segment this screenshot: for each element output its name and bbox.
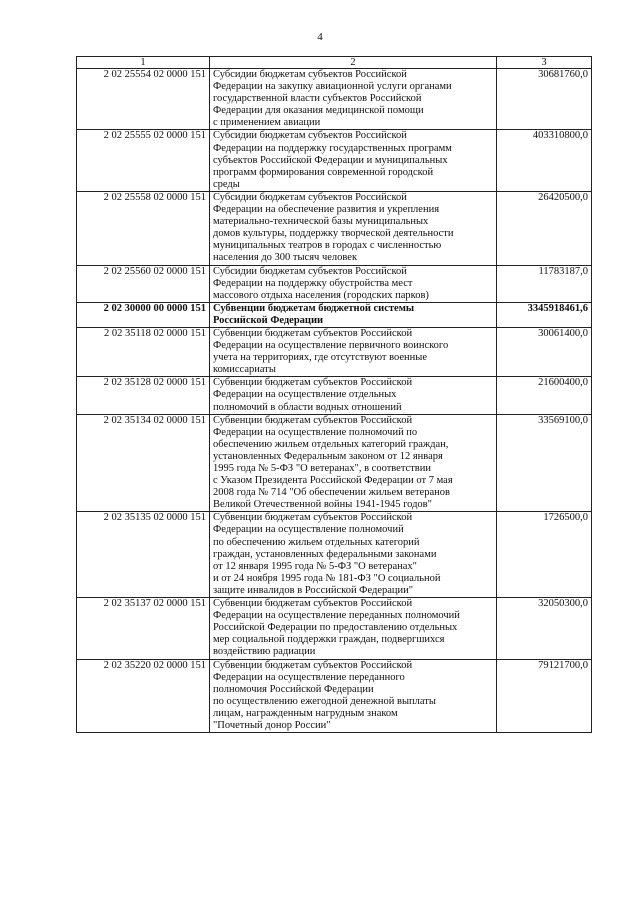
- amount-value: 1726500,0: [497, 512, 592, 598]
- amount-value: 30061400,0: [497, 327, 592, 376]
- table-row: [77, 377, 592, 414]
- revenue-name-line: Федерации для оказания медицинской помощи: [213, 105, 424, 117]
- revenue-name-line: Федерации на осуществление переданного: [213, 671, 405, 683]
- table-row: [77, 598, 592, 659]
- amount-value: 26420500,0: [497, 191, 592, 265]
- revenue-name: [210, 191, 497, 265]
- column-header-name: 2: [210, 57, 497, 69]
- amount-value: 21600400,0: [497, 377, 592, 414]
- revenue-name-line: 2008 года № 714 "Об обеспечении жильем ветеранов: [213, 487, 450, 499]
- revenue-name-line: лицам, награжденным нагрудным знаком: [213, 707, 398, 719]
- revenue-name-line: "Почетный донор России": [213, 719, 331, 731]
- budget-classification-code: 2 02 25560 02 0000 151: [77, 265, 210, 302]
- budget-revenue-table: [76, 56, 592, 733]
- revenue-name-line: с Указом Президента Российской Федерации от 7 мая: [213, 475, 453, 487]
- revenue-name-line: Субвенции бюджетам субъектов Российской: [213, 327, 413, 339]
- table-row: [77, 69, 592, 130]
- revenue-name: [210, 327, 497, 376]
- revenue-name-line: установленных Федеральным законом от 12 января: [213, 450, 443, 462]
- revenue-name-line: граждан, установленных федеральными законами: [213, 548, 437, 560]
- budget-classification-code: 2 02 35137 02 0000 151: [77, 598, 210, 659]
- revenue-name-line: программ формирования современной городской: [213, 166, 434, 178]
- table-row: [77, 512, 592, 598]
- budget-classification-code: 2 02 25558 02 0000 151: [77, 191, 210, 265]
- budget-classification-code: 2 02 35134 02 0000 151: [77, 414, 210, 512]
- revenue-name-line: Великой Отечественной войны 1941-1945 годов": [213, 499, 432, 511]
- revenue-name-line: и от 24 ноября 1995 года № 181-ФЗ "О социальной: [213, 572, 441, 584]
- revenue-name-line: государственной власти субъектов Российской: [213, 93, 422, 105]
- revenue-name-line: Субвенции бюджетам бюджетной системы: [213, 302, 415, 314]
- revenue-name-line: мер социальной поддержки граждан, подвергшихся: [213, 634, 445, 646]
- revenue-name-line: Федерации на осуществление полномочий по: [213, 426, 418, 438]
- revenue-name-line: Субсидии бюджетам субъектов Российской: [213, 69, 407, 80]
- table-row: [77, 414, 592, 512]
- revenue-name: [210, 659, 497, 733]
- revenue-name-line: массового отдыха населения (городских парков): [213, 289, 429, 301]
- revenue-name-line: обеспечению жильем отдельных категорий граждан,: [213, 438, 449, 450]
- revenue-name-line: муниципальных театров в городах с численностью: [213, 240, 442, 252]
- revenue-name: [210, 69, 497, 130]
- revenue-name: [210, 265, 497, 302]
- budget-classification-code: 2 02 35128 02 0000 151: [77, 377, 210, 414]
- revenue-name-line: комиссариаты: [213, 364, 276, 376]
- table-row: [77, 191, 592, 265]
- revenue-name-line: Субвенции бюджетам субъектов Российской: [213, 377, 413, 389]
- amount-value: 30681760,0: [497, 69, 592, 130]
- revenue-name-line: материально-технической базы муниципальных: [213, 216, 429, 228]
- budget-classification-code: 2 02 25555 02 0000 151: [77, 130, 210, 191]
- revenue-name-line: защите инвалидов в Российской Федерации": [213, 584, 414, 596]
- revenue-name-line: населения до 300 тысяч человек: [213, 252, 358, 264]
- revenue-name-line: Федерации на осуществление переданных полномочий: [213, 610, 460, 622]
- revenue-name-line: Субвенции бюджетам субъектов Российской: [213, 512, 413, 524]
- revenue-name: [210, 130, 497, 191]
- revenue-name-line: Федерации на поддержку государственных программ: [213, 142, 452, 154]
- revenue-name-line: среды: [213, 178, 240, 190]
- revenue-name-line: Федерации на обеспечение развития и укрепления: [213, 204, 440, 216]
- revenue-name-line: Субвенции бюджетам субъектов Российской: [213, 659, 413, 671]
- table-row: [77, 302, 592, 327]
- amount-value: 403310800,0: [497, 130, 592, 191]
- revenue-name-line: Субсидии бюджетам субъектов Российской: [213, 130, 407, 142]
- revenue-name-line: Федерации на поддержку обустройства мест: [213, 277, 413, 289]
- amount-value: 79121700,0: [497, 659, 592, 733]
- revenue-name-line: по осуществлению ежегодной денежной выплаты: [213, 695, 436, 707]
- amount-value: 32050300,0: [497, 598, 592, 659]
- revenue-name-line: Федерации на закупку авиационной услуги органами: [213, 81, 452, 93]
- table-row: [77, 327, 592, 376]
- revenue-name: [210, 598, 497, 659]
- revenue-name: [210, 512, 497, 598]
- revenue-name-line: по обеспечению жильем отдельных категорий: [213, 536, 420, 548]
- table-header-row: [77, 57, 592, 69]
- revenue-name-line: Российской Федерации по предоставлению отдельных: [213, 622, 458, 634]
- revenue-name-line: Субвенции бюджетам субъектов Российской: [213, 598, 413, 610]
- budget-classification-code: 2 02 25554 02 0000 151: [77, 69, 210, 130]
- revenue-name-line: Федерации на осуществление полномочий: [213, 524, 404, 536]
- revenue-name-line: домов культуры, поддержку творческой деятельности: [213, 228, 454, 240]
- revenue-name-line: субъектов Российской Федерации и муниципальных: [213, 154, 448, 166]
- table-row: [77, 265, 592, 302]
- revenue-name-line: полномочия Российской Федерации: [213, 683, 374, 695]
- revenue-name-line: учета на территориях, где отсутствуют военные: [213, 352, 427, 364]
- revenue-name-line: Федерации на осуществление первичного воинского: [213, 340, 449, 352]
- budget-classification-code: 2 02 35135 02 0000 151: [77, 512, 210, 598]
- amount-value: 3345918461,6: [497, 302, 592, 327]
- page-number: 4: [317, 31, 323, 43]
- revenue-name: [210, 414, 497, 512]
- budget-classification-code: 2 02 30000 00 0000 151: [77, 302, 210, 327]
- revenue-name: [210, 302, 497, 327]
- revenue-name-line: от 12 января 1995 года № 5-ФЗ "О ветеранах": [213, 560, 417, 572]
- revenue-name-line: Субсидии бюджетам субъектов Российской: [213, 265, 407, 277]
- revenue-name-line: с применением авиации: [213, 117, 321, 129]
- budget-classification-code: 2 02 35118 02 0000 151: [77, 327, 210, 376]
- revenue-name: [210, 377, 497, 414]
- revenue-name-line: воздействию радиации: [213, 646, 316, 658]
- revenue-name-line: полномочий в области водных отношений: [213, 401, 402, 413]
- table-row: [77, 130, 592, 191]
- revenue-name-line: Российской Федерации: [213, 314, 324, 326]
- amount-value: 33569100,0: [497, 414, 592, 512]
- budget-classification-code: 2 02 35220 02 0000 151: [77, 659, 210, 733]
- revenue-name-line: 1995 года № 5-ФЗ "О ветеранах", в соответствии: [213, 463, 432, 474]
- revenue-name-line: Субсидии бюджетам субъектов Российской: [213, 191, 407, 203]
- table-row: [77, 659, 592, 733]
- amount-value: 11783187,0: [497, 265, 592, 302]
- revenue-name-line: Федерации на осуществление отдельных: [213, 389, 397, 401]
- column-header-code: 1: [77, 57, 210, 69]
- revenue-name-line: Субвенции бюджетам субъектов Российской: [213, 414, 413, 426]
- column-header-amount: 3: [497, 57, 592, 69]
